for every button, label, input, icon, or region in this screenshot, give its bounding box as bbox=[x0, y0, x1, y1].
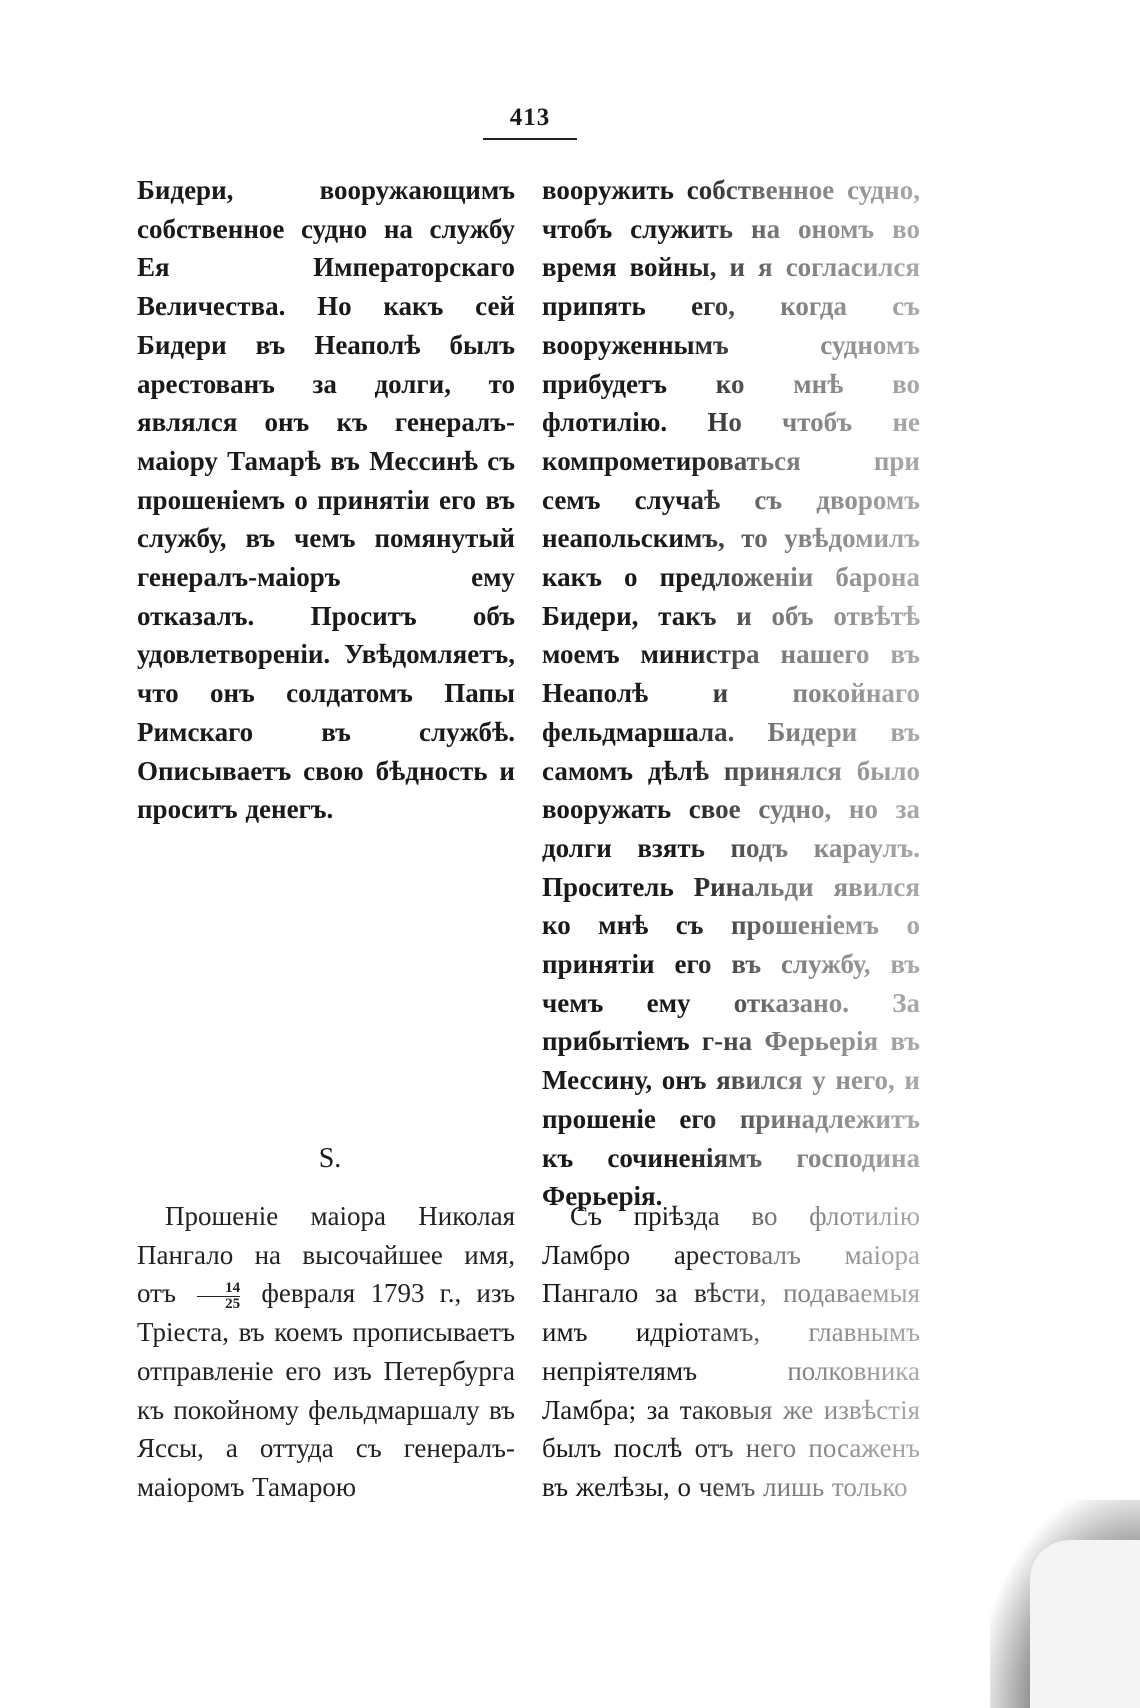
left-bottom-text-end: февраля 1793 г., изъ Тріеста, въ коемъ прописываетъ отправленіе его изъ Петербурга къ покойному фельдмаршалу въ Яссы, а оттуда съ генералъ-маіоромъ Тамарою bbox=[137, 1278, 516, 1502]
section-marker: S. bbox=[318, 1143, 342, 1174]
right-column-bottom-text bbox=[542, 1197, 920, 1507]
left-column-bottom-text bbox=[137, 1197, 515, 1507]
left-bottom-paragraph bbox=[137, 1197, 515, 1507]
fraction-bottom: 25 bbox=[225, 1295, 241, 1312]
left-column-top-text bbox=[137, 171, 515, 829]
date-fraction bbox=[197, 1281, 240, 1312]
right-top-paragraph: вооружить собственное судно, чтобъ служить на ономъ во время войны, и я согласился припять его, когда съ вооруженнымъ судномъ прибудетъ ко мнѣ во флотилію. Но чтобъ не компрометироваться при семъ случаѣ съ дворомъ неапольскимъ, то увѣдомилъ какъ о предложеніи барона Бидери, такъ и объ отвѣтѣ моемъ министра нашего въ Неаполѣ и покойнаго фельдмаршала. Бидери въ самомъ дѣлѣ принялся было вооружать свое судно, но за долги взять подъ караулъ. Проситель Ринальди явился ко мнѣ съ прошеніемъ о принятіи его въ службу, въ чемъ ему отказано. За прибытіемъ г-на Ферьерія въ Мессину, онъ явился у него, и прошеніе его принадлежитъ къ сочиненіямъ господина bbox=[542, 171, 920, 1216]
page-corner-curl bbox=[1030, 1540, 1140, 1708]
left-bottom-text-start: Прошеніе маіора Николая Пангало на высочайшее имя, отъ bbox=[137, 1201, 515, 1309]
right-bottom-paragraph: Съ пріѣзда во флотилію Ламбро арестовалъ маіора Пангало за вѣсти, подаваемыя имъ идріотамъ, главнымъ непріятелямъ полковника Ламбра; за таковыя же извѣстія былъ послѣ отъ него посаженъ въ желѣзы, о чемъ лишь только bbox=[542, 1197, 920, 1507]
page-number: 413 bbox=[509, 104, 551, 131]
right-column-top-text bbox=[542, 171, 920, 1216]
fraction-top: 14 bbox=[197, 1281, 240, 1297]
header-rule bbox=[483, 138, 577, 140]
left-top-paragraph: Бидери, вооружающимъ собственное судно на службу Ея Императорскаго Величества. Но какъ сей Бидери въ Неаполѣ былъ арестованъ за долги, то являлся онъ къ генералъ-маіору Тамарѣ въ Мессинѣ съ прошеніемъ о принятіи его въ службу, въ чемъ помянутый генералъ-маіоръ ему отказалъ. Проситъ объ удовлетвореніи. Увѣдомляетъ, что онъ солдатомъ Папы Римскаго въ службѣ. Описываетъ свою бѣдность и проситъ денегъ. bbox=[137, 175, 515, 825]
